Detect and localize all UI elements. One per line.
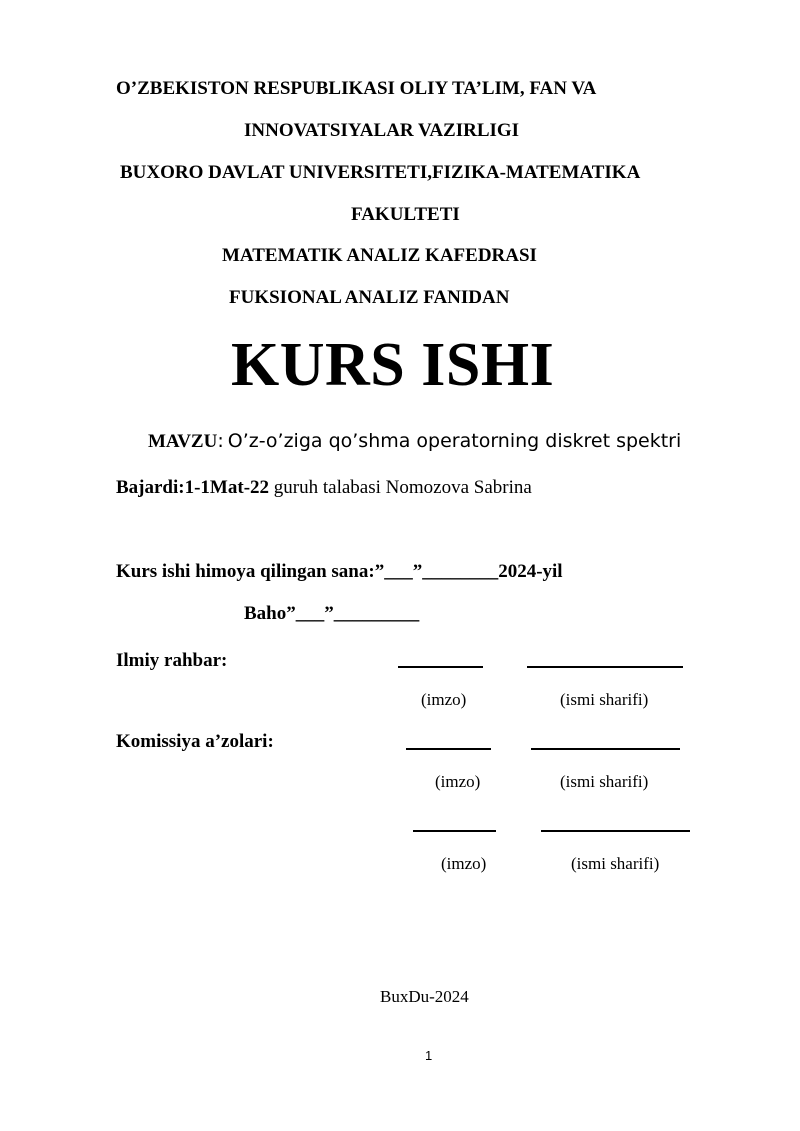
- document-title: KURS ISHI: [231, 331, 555, 399]
- topic-separator: :: [217, 430, 224, 452]
- commission-name-caption-1: (ismi sharifi): [560, 772, 649, 791]
- subject-line: FUKSIONAL ANALIZ FANIDAN: [229, 287, 510, 308]
- performer-text: guruh talabasi Nomozova Sabrina: [269, 477, 532, 498]
- performer-line: [116, 477, 532, 499]
- place-year: BuxDu-2024: [380, 987, 469, 1006]
- commission-signature-caption-2: (imzo): [441, 854, 487, 873]
- commission-signature-caption-1: (imzo): [435, 772, 481, 791]
- defense-date-line: Kurs ishi himoya qilingan sana:”___”________2024-yil: [116, 561, 563, 582]
- university-line: BUXORO DAVLAT UNIVERSITETI,FIZIKA-MATEMATIKA: [120, 162, 641, 183]
- performer-label: Bajardi:1-1Mat-22: [116, 477, 270, 498]
- faculty-line: FAKULTETI: [351, 204, 460, 225]
- department-line: MATEMATIK ANALIZ KAFEDRASI: [222, 245, 537, 266]
- supervisor-name-caption: (ismi sharifi): [560, 690, 649, 709]
- topic-line: [148, 430, 681, 453]
- supervisor-name-line: [527, 666, 683, 668]
- commission-label: Komissiya a’zolari:: [116, 731, 274, 752]
- topic-label: MAVZU: [148, 431, 218, 452]
- ministry-line-1: O’ZBEKISTON RESPUBLIKASI OLIY TA’LIM, FAN VA: [116, 78, 597, 99]
- commission-signature-line-1: [406, 748, 491, 750]
- page-number: 1: [425, 1048, 433, 1063]
- grade-line: Baho”___”_________: [244, 603, 420, 624]
- commission-signature-line-2: [413, 830, 496, 832]
- commission-name-line-2: [541, 830, 690, 832]
- topic-text: O’z-o’ziga qo’shma operatorning diskret spektri: [227, 430, 682, 452]
- supervisor-signature-line: [398, 666, 483, 668]
- commission-name-caption-2: (ismi sharifi): [571, 854, 660, 873]
- ministry-line-2: INNOVATSIYALAR VAZIRLIGI: [244, 120, 520, 141]
- commission-name-line-1: [531, 748, 680, 750]
- supervisor-label: Ilmiy rahbar:: [116, 650, 228, 671]
- supervisor-signature-caption: (imzo): [421, 690, 467, 709]
